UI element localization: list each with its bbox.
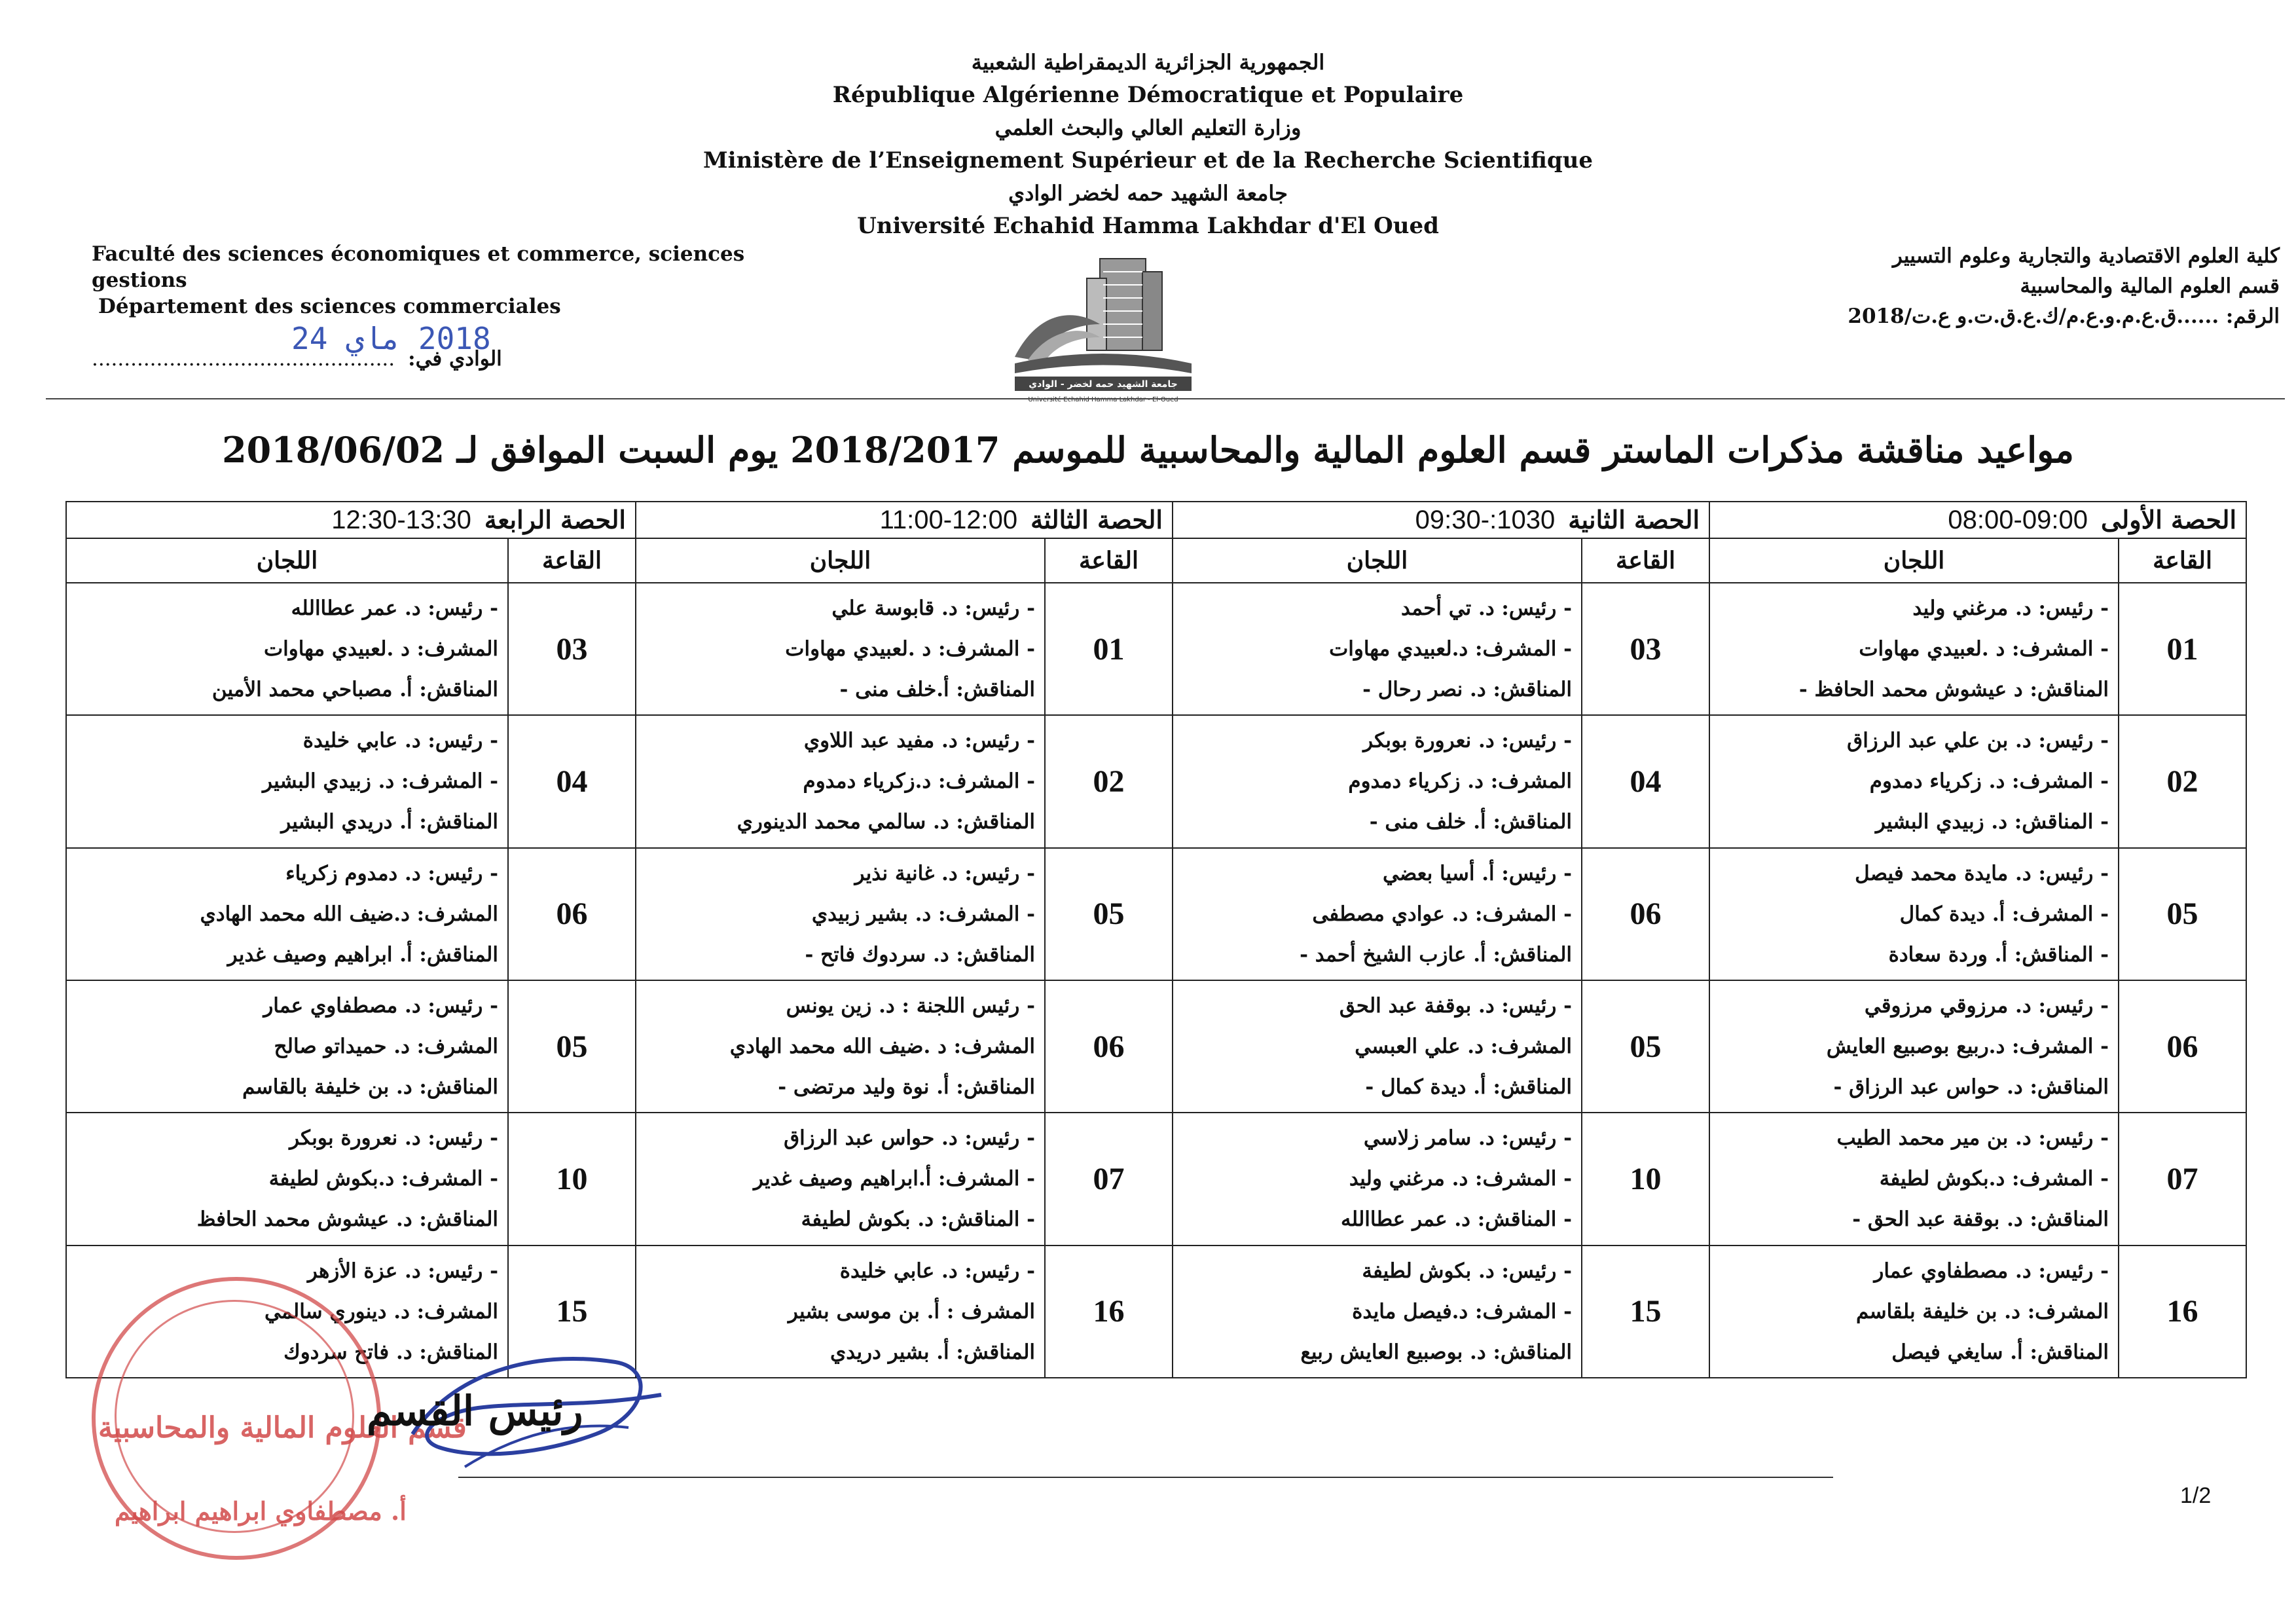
room-cell: 10	[1582, 1113, 1709, 1245]
period-4-header: الحصة الرابعة13:30-12:30	[66, 502, 636, 538]
committee-member-line: المناقش: د. سالمي محمد الدينوري	[737, 810, 1035, 834]
room-cell: 03	[508, 583, 636, 715]
committee-member-line: المناقش: أ. ابراهيم وصيف غدير	[227, 942, 498, 967]
committee-cell	[1173, 980, 1582, 1113]
committee-member-line: - المشرف: د .لعبيدي مهاوات	[1859, 637, 2109, 661]
committee-member-line: - رئيس: د. مصطفاوي عمار	[263, 994, 498, 1018]
committee-member-line: - رئيس: د. بن علي عبد الرزاق	[1847, 729, 2109, 753]
committee-cell	[66, 848, 508, 980]
column-header-row	[66, 538, 2246, 583]
room-cell: 04	[1582, 715, 1709, 847]
committee-member-line: - المشرف: د.بكوش لطيفة	[268, 1167, 498, 1191]
committee-member-line: - رئيس: د. مايدة محمد فيصل	[1855, 861, 2109, 885]
col-room: القاعة	[1582, 538, 1709, 583]
committee-member-line: المشرف: د. دينوري سالمي	[264, 1299, 498, 1323]
committee-cell	[636, 980, 1045, 1113]
footer-divider	[458, 1477, 1833, 1478]
header-ar-university: جامعة الشهيد حمه لخضر الوادي	[1008, 181, 1288, 206]
room-cell: 01	[1045, 583, 1173, 715]
committee-cell	[1709, 848, 2119, 980]
room-cell: 06	[508, 848, 636, 980]
committee-member-line: - رئيس: د. مفيد عبد اللاوي	[803, 729, 1035, 753]
room-cell: 06	[1045, 980, 1173, 1113]
committee-member-line: المناقش: أ. نوة وليد مرتضى -	[778, 1075, 1035, 1099]
signature-title: رئيس القسم	[367, 1387, 583, 1435]
room-cell: 16	[2119, 1246, 2246, 1378]
committee-cell	[1709, 1246, 2119, 1378]
committee-member-line: المشرف: د. بن خليفة بلقاسم	[1856, 1299, 2109, 1323]
committee-member-line: المناقش: د. حواس عبد الرزاق -	[1833, 1075, 2109, 1099]
col-committee: اللجان	[1173, 538, 1582, 583]
stamp-text-name: أ. مصطفاوي ابراهيم ابراهيم	[115, 1496, 407, 1526]
committee-member-line: المناقش: د. بن خليفة بالقاسم	[242, 1075, 498, 1099]
committee-cell	[1173, 715, 1582, 847]
university-logo	[1008, 246, 1198, 406]
header-ar-ministry: وزارة التعليم العالي والبحث العلمي	[994, 115, 1302, 140]
committee-member-line: - المشرف: أ.ابراهيم وصيف غدير	[753, 1167, 1035, 1191]
committee-member-line: المناقش: أ. دريدي البشير	[281, 810, 498, 834]
room-cell: 05	[1582, 980, 1709, 1113]
committee-member-line: - رئيس: د. بوقفة عبد الحق	[1339, 994, 1573, 1018]
committee-cell	[66, 1113, 508, 1245]
committee-member-line: - المشرف: د .لعبيدي مهاوات	[785, 637, 1035, 661]
committee-member-line: - رئيس: د. مصطفاوي عمار	[1874, 1259, 2109, 1283]
committee-member-line: المشرف: د. علي العبسي	[1355, 1035, 1573, 1059]
room-cell: 07	[2119, 1113, 2246, 1245]
committee-member-line: المناقش: د. فاتح سردوك	[283, 1340, 498, 1364]
col-committee: اللجان	[1709, 538, 2119, 583]
committee-cell	[1173, 848, 1582, 980]
room-cell: 02	[1045, 715, 1173, 847]
faculty-ar: كلية العلوم الاقتصادية والتجارية وعلوم التسيير	[1892, 244, 2280, 268]
committee-member-line: - المناقش: د. زبيدي البشير	[1875, 810, 2109, 834]
header-fr-ministry: Ministère de l’Enseignement Supérieur et de la Recherche Scientifique	[703, 147, 1593, 174]
committee-member-line: المشرف: د. زكرياء دمدوم	[1348, 769, 1573, 794]
committee-member-line: - المشرف: د.لعبيدي مهاوات	[1329, 637, 1573, 661]
committee-member-line: - رئيس: د. بكوش لطيفة	[1362, 1259, 1573, 1283]
committee-cell	[66, 583, 508, 715]
committee-member-line: - المناقش: أ. وردة سعادة	[1888, 942, 2109, 967]
committee-member-line: - المشرف: د. زكرياء دمدوم	[1869, 769, 2109, 794]
table-row	[66, 848, 2246, 980]
committee-member-line: - المشرف: د.زكرياء دمدوم	[803, 769, 1035, 794]
committee-cell	[1709, 715, 2119, 847]
committee-member-line: المناقش: أ. بشير دريدي	[829, 1340, 1035, 1364]
committee-member-line: - رئيس: د. حواس عبد الرزاق	[784, 1126, 1035, 1151]
table-row	[66, 715, 2246, 847]
col-room: القاعة	[508, 538, 636, 583]
reference-number: الرقم: ......ق.ع.م.و.ع.م/ك.ع.ق.ت.و ع.ت/2018	[1848, 304, 2280, 328]
committee-cell	[1709, 1113, 2119, 1245]
committee-member-line: - المشرف: د. بشير زبيدي	[811, 902, 1035, 926]
period-2-header: الحصة الثانية1030:-09:30	[1173, 502, 1709, 538]
header-ar-republic: الجمهورية الجزائرية الديمقراطية الشعبية	[971, 50, 1325, 75]
committee-cell	[1173, 583, 1582, 715]
committee-member-line: - المناقش: د. عمر عطاالله	[1340, 1208, 1573, 1232]
table-row	[66, 980, 2246, 1113]
committee-member-line: - المشرف: أ. ديدة كمال	[1899, 902, 2109, 926]
period-1-header: الحصة الأولى09:00-08:00	[1709, 502, 2246, 538]
col-room: القاعة	[2119, 538, 2246, 583]
committee-member-line: المناقش: أ. عازب الشيخ أحمد -	[1300, 942, 1573, 967]
committee-member-line: المناقش: د. نصر رحال -	[1362, 678, 1573, 702]
committee-member-line: المناقش: د. بوصبيع العايش ربيع	[1300, 1340, 1573, 1364]
committee-member-line: - المشرف: د.بكوش لطيفة	[1879, 1167, 2109, 1191]
committee-member-line: - المشرف: د. مرغني وليد	[1349, 1167, 1573, 1191]
header-divider	[46, 398, 2285, 399]
committee-member-line: - المشرف: د.ربيع بوصبيع العايش	[1826, 1035, 2109, 1059]
col-committee: اللجان	[66, 538, 508, 583]
committee-member-line: - رئيس: أ. أسيا بعضي	[1382, 861, 1573, 885]
committee-member-line: - رئيس: د. سامر زلاسي	[1363, 1126, 1573, 1151]
place-label: الوادي في:	[408, 347, 502, 371]
header-fr-republic: République Algérienne Démocratique et Populaire	[832, 82, 1464, 108]
committee-member-line: المناقش: أ. ديدة كمال -	[1365, 1075, 1573, 1099]
department-ar: قسم العلوم المالية والمحاسبية	[2020, 274, 2280, 298]
committee-member-line: - رئيس: د. عابي خليدة	[302, 729, 498, 753]
committee-member-line: المناقش: أ. مصباحي محمد الأمين	[211, 678, 498, 702]
room-cell: 06	[1582, 848, 1709, 980]
committee-cell	[1173, 1113, 1582, 1245]
committee-member-line: - رئيس اللجنة : د. زين يونس	[786, 994, 1035, 1018]
committee-member-line: المناقش: د عيشوش محمد الحافظ -	[1798, 678, 2109, 702]
faculty-line1: Faculté des sciences économiques et commerce, sciences	[92, 242, 745, 266]
room-cell: 03	[1582, 583, 1709, 715]
committee-member-line: - رئيس: د. عزة الأزهر	[307, 1259, 498, 1283]
period-header-row	[66, 502, 2246, 538]
committee-member-line: - رئيس: د. عمر عطاالله	[291, 597, 498, 621]
committee-member-line: المشرف: د. حميداتو صالح	[274, 1035, 498, 1059]
committee-cell	[1709, 583, 2119, 715]
period-3-header: الحصة الثالثة12:00-11:00	[636, 502, 1173, 538]
room-cell: 05	[1045, 848, 1173, 980]
room-cell: 05	[508, 980, 636, 1113]
committee-cell	[636, 1246, 1045, 1378]
committee-member-line: - رئيس: د. مرزوقي مرزوقي	[1864, 994, 2109, 1018]
schedule-table	[65, 501, 2247, 1378]
room-cell: 07	[1045, 1113, 1173, 1245]
document-header	[0, 46, 2296, 242]
table-row	[66, 1246, 2246, 1378]
committee-member-line: - رئيس: د. غانية نذير	[854, 861, 1035, 885]
committee-member-line: - المناقش: د. بكوش لطيفة	[801, 1208, 1035, 1232]
committee-member-line: المشرف: د.ضيف الله محمد الهادي	[200, 902, 498, 926]
committee-member-line: - المشرف: د.فيصل مايدة	[1352, 1299, 1573, 1323]
committee-member-line: المناقش: أ. خلف منى -	[1369, 810, 1573, 834]
room-cell: 02	[2119, 715, 2246, 847]
faculty-line2: gestions	[92, 268, 187, 292]
committee-member-line: - رئيس: د. بن مير محمد الطيب	[1836, 1126, 2109, 1151]
committee-cell	[636, 848, 1045, 980]
committee-member-line: المناقش: د. سردوك فاتح -	[805, 942, 1035, 967]
committee-member-line: - المشرف: د. عوادي مصطفى	[1312, 902, 1573, 926]
room-cell: 01	[2119, 583, 2246, 715]
committee-member-line: - رئيس: د. دمدوم زكرياء	[285, 861, 498, 885]
table-row	[66, 583, 2246, 715]
room-cell: 15	[1582, 1246, 1709, 1378]
committee-member-line: المشرف: د .ضيف الله محمد الهادي	[729, 1035, 1035, 1059]
committee-cell	[1709, 980, 2119, 1113]
stamp-text-department: قسم العلوم المالية والمحاسبية	[98, 1411, 467, 1445]
committee-cell	[66, 715, 508, 847]
committee-member-line: المناقش: د. عيشوش محمد الحافظ	[196, 1208, 498, 1232]
committee-member-line: - المشرف: د. زبيدي البشير	[263, 769, 498, 794]
room-cell: 04	[508, 715, 636, 847]
room-cell: 05	[2119, 848, 2246, 980]
room-cell: 06	[2119, 980, 2246, 1113]
logo-caption-fr: Université Echahid Hamma Lakhdar - El-Oued	[1028, 396, 1178, 403]
logo-caption: جامعة الشهيد حمه لخضر - الوادي	[1029, 379, 1178, 390]
committee-member-line: المناقش: أ. سايغي فيصل	[1891, 1340, 2109, 1364]
committee-cell	[636, 583, 1045, 715]
committee-member-line: - رئيس: د. نعرورة بوبكر	[1363, 729, 1573, 753]
date-stamp: 2018 ماي 24	[291, 321, 491, 356]
committee-member-line: - رئيس: د. مرغني وليد	[1912, 597, 2109, 621]
committee-member-line: - رئيس: د. نعرورة بوبكر	[289, 1126, 498, 1151]
committee-member-line: المشرف : أ. بن موسى بشير	[788, 1299, 1035, 1323]
committee-cell	[66, 980, 508, 1113]
col-room: القاعة	[1045, 538, 1173, 583]
room-cell: 15	[508, 1246, 636, 1378]
col-committee: اللجان	[636, 538, 1045, 583]
faculty-block-ar	[1690, 241, 2280, 331]
department-fr: Département des sciences commerciales	[98, 295, 561, 318]
committee-cell	[636, 1113, 1045, 1245]
committee-member-line: - رئيس: د. عابي خليدة	[839, 1259, 1035, 1283]
committee-member-line: المشرف: د .لعبيدي مهاوات	[263, 637, 498, 661]
committee-cell	[1173, 1246, 1582, 1378]
place-dots: ...............................................	[92, 347, 395, 371]
committee-member-line: - رئيس: د. قابوسة علي	[831, 597, 1035, 621]
committee-member-line: المناقش: أ.خلف منى -	[839, 678, 1035, 702]
header-fr-university: Université Echahid Hamma Lakhdar d'El Oued	[857, 213, 1439, 239]
page-title: مواعيد مناقشة مذكرات الماستر قسم العلوم المالية والمحاسبية للموسم 2018/2017 يوم السبت الموافق لـ 2018/06/02	[222, 429, 2074, 471]
page-number: 1/2	[2180, 1483, 2212, 1508]
room-cell: 10	[508, 1113, 636, 1245]
committee-member-line: المناقش: د. بوقفة عبد الحق -	[1852, 1208, 2109, 1232]
committee-member-line: - رئيس: د. تي أحمد	[1401, 597, 1573, 621]
room-cell: 16	[1045, 1246, 1173, 1378]
committee-cell	[636, 715, 1045, 847]
table-row	[66, 1113, 2246, 1245]
